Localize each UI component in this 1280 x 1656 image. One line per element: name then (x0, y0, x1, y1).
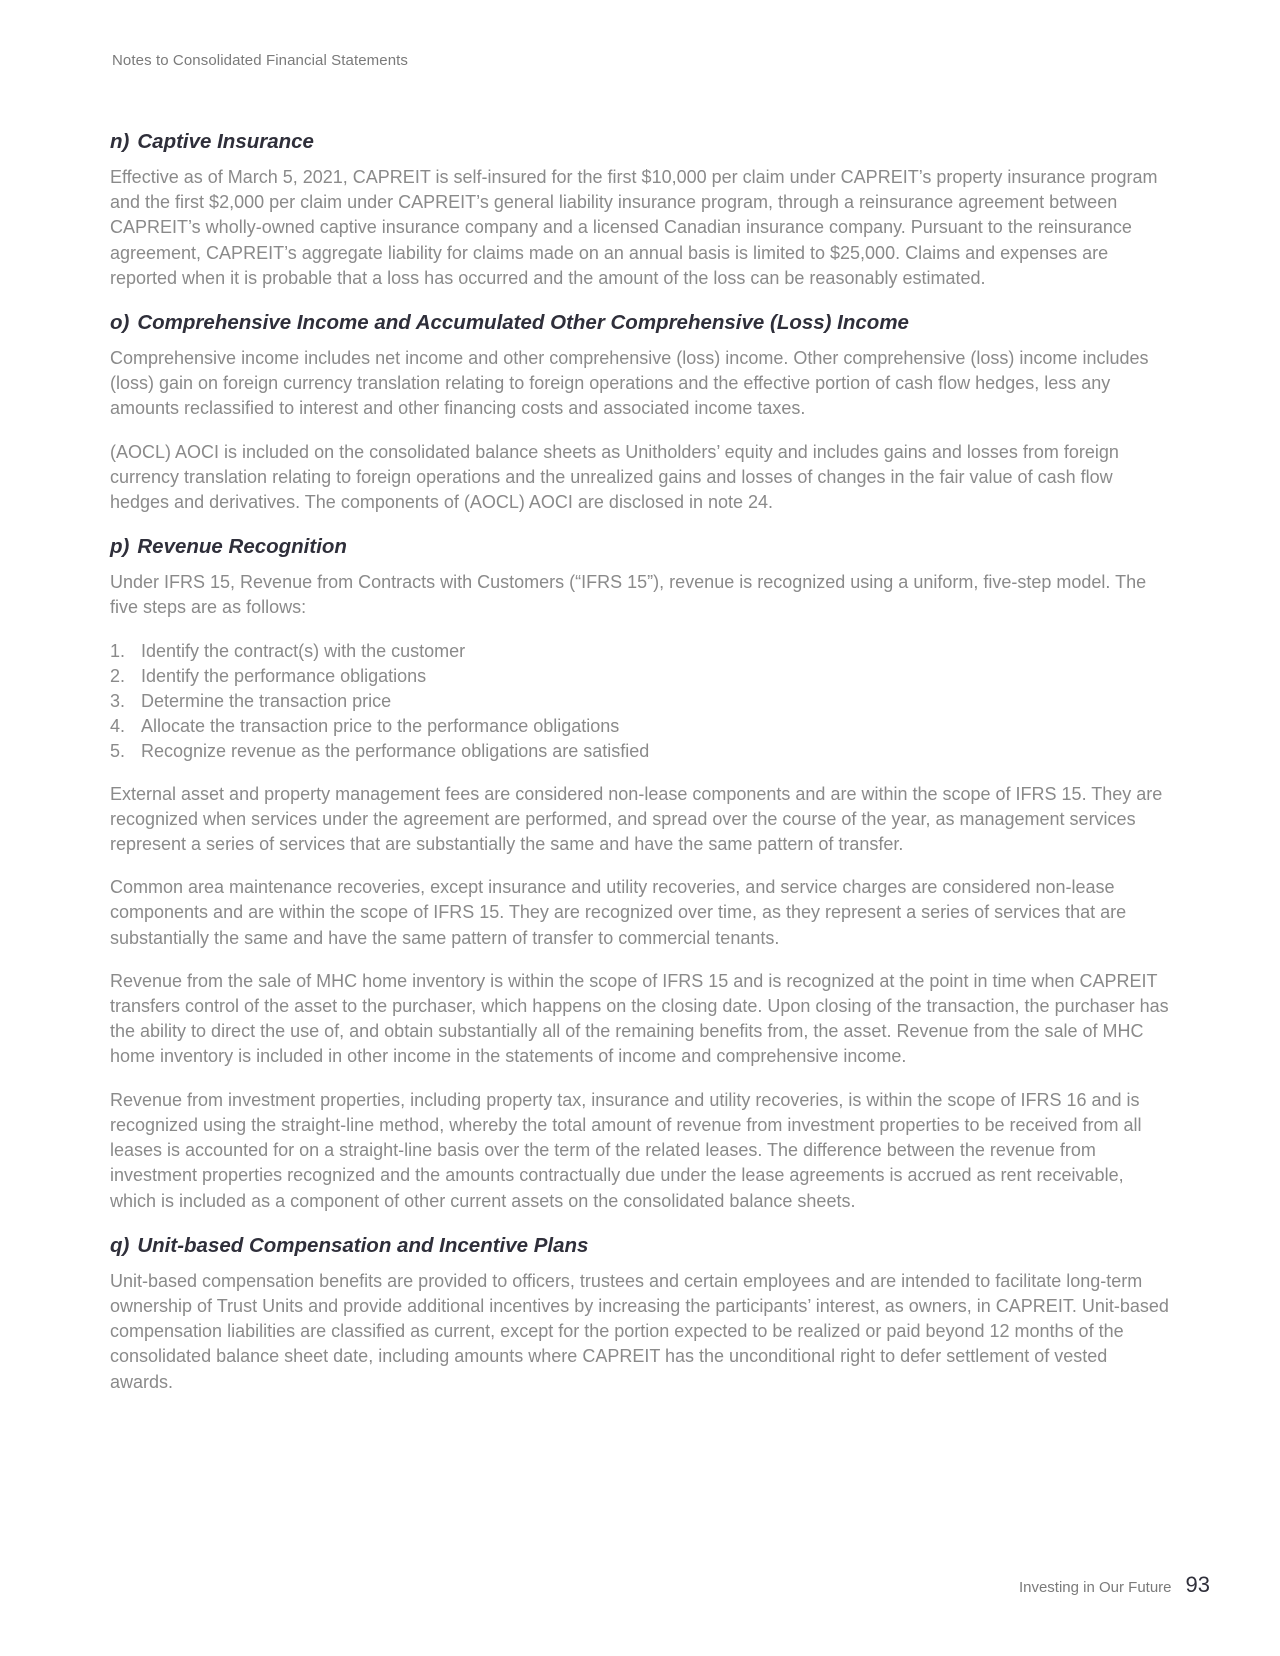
section-letter: n) (110, 130, 130, 153)
list-text: Determine the transaction price (141, 691, 392, 712)
paragraph: External asset and property management fees are considered non-lease components and are within the scope of IFRS 15. They are recognized when services under the agreement are performed, and spread over the course of the year, as management services represent a series of services that are substantially the same and have the same pattern of transfer. (110, 783, 1163, 855)
paragraph: Under IFRS 15, Revenue from Contracts with Customers (“IFRS 15”), revenue is recognized using a uniform, five-step model. The five steps are as follows: (110, 572, 1147, 618)
list-number: 5. (110, 741, 126, 762)
list-item (110, 739, 1170, 764)
section-letter: q) (110, 1233, 130, 1257)
page-footer (1019, 1572, 1210, 1598)
paragraph: Effective as of March 5, 2021, CAPREIT is self-insured for the first $10,000 per claim under CAPREIT’s property insurance program and the first $2,000 per claim under CAPREIT’s general liability insurance program, through a reinsurance agreement between CAPREIT’s wholly-owned captive insurance company and a licensed Canadian insurance company. Pursuant to the reinsurance agreement, CAPREIT’s aggregate liability for claims made on an annual basis is limited to $25,000. Claims and expenses are reported when it is probable that a loss has occurred and the amount of the loss can be reasonably estimated. (110, 167, 1158, 288)
running-header: Notes to Consolidated Financial Statements (112, 52, 409, 69)
list-number: 1. (110, 640, 126, 661)
footer-title: Investing in Our Future (1018, 1579, 1172, 1596)
list-number: 4. (110, 716, 126, 737)
list-text: Identify the performance obligations (141, 665, 427, 686)
page-number: 93 (1185, 1572, 1210, 1597)
list-text: Allocate the transaction price to the performance obligations (141, 716, 620, 737)
list-number: 2. (110, 665, 126, 686)
section-title: Unit-based Compensation and Incentive Plans (137, 1233, 589, 1257)
paragraph: (AOCL) AOCI is included on the consolidated balance sheets as Unitholders’ equity and includes gains and losses from foreign currency translation relating to foreign operations and the unrealized gains and losses of changes in the fair value of cash flow hedges and derivatives. The components of (AOCL) AOCI are disclosed in note 24. (110, 441, 1119, 513)
section-heading (110, 533, 1170, 561)
section-letter: p) (110, 535, 130, 559)
list-text: Identify the contract(s) with the customer (141, 640, 466, 661)
list-item (110, 639, 1170, 664)
section-title: Revenue Recognition (137, 535, 347, 559)
section-heading (110, 128, 1170, 156)
paragraph: Revenue from investment properties, including property tax, insurance and utility recoveries, is within the scope of IFRS 16 and is recognized using the straight-line method, whereby the total amount of revenue from investment properties to be received from all leases is accounted for on a straight-line basis over the term of the related leases. The difference between the revenue from investment properties recognized and the amounts contractually due under the lease agreements is accrued as rent receivable, which is included as a component of other current assets on the consolidated balance sheets. (110, 1089, 1142, 1211)
section-comprehensive-income (110, 309, 1170, 515)
section-heading (110, 1232, 1170, 1260)
paragraph: Comprehensive income includes net income and other comprehensive (loss) income. Other comprehensive (loss) income includes (loss) gain on foreign currency translation relating to foreign operations and the effective portion of cash flow hedges, less any amounts reclassified to interest and other financing costs and associated income taxes. (110, 348, 1149, 419)
section-unit-based-compensation (110, 1232, 1170, 1395)
section-title: Comprehensive Income and Accumulated Other Comprehensive (Loss) Income (137, 311, 909, 335)
paragraph: Revenue from the sale of MHC home inventory is within the scope of IFRS 15 and is recognized at the point in time when CAPREIT transfers control of the asset to the purchaser, which happens on the closing date. Upon closing of the transaction, the purchaser has the ability to direct the use of, and obtain substantially all of the remaining benefits from, the asset. Revenue from the sale of MHC home inventory is included in other income in the statements of income and comprehensive income. (110, 970, 1169, 1067)
section-letter: o) (110, 311, 130, 335)
paragraph: Common area maintenance recoveries, except insurance and utility recoveries, and service charges are considered non-lease components and are within the scope of IFRS 15. They are recognized over time, as they represent a series of services that are substantially the same and have the same pattern of transfer to commercial tenants. (110, 877, 1127, 948)
section-captive-insurance (110, 128, 1170, 291)
list-item (110, 714, 1170, 739)
document-body (110, 128, 1170, 1413)
section-revenue-recognition (110, 533, 1170, 1213)
five-step-list (110, 639, 1170, 765)
section-heading (110, 309, 1170, 337)
list-item (110, 664, 1170, 689)
list-text: Recognize revenue as the performance obligations are satisfied (141, 741, 650, 762)
paragraph: Unit-based compensation benefits are provided to officers, trustees and certain employees and are intended to facilitate long-term ownership of Trust Units and provide additional incentives by increasing the participants’ interest, as owners, in CAPREIT. Unit-based compensation liabilities are classified as current, except for the portion expected to be realized or paid beyond 12 months of the consolidated balance sheet date, including amounts where CAPREIT has the unconditional right to defer settlement of vested awards. (110, 1270, 1169, 1392)
list-number: 3. (110, 691, 126, 712)
list-item (110, 689, 1170, 714)
section-title: Captive Insurance (137, 130, 314, 153)
